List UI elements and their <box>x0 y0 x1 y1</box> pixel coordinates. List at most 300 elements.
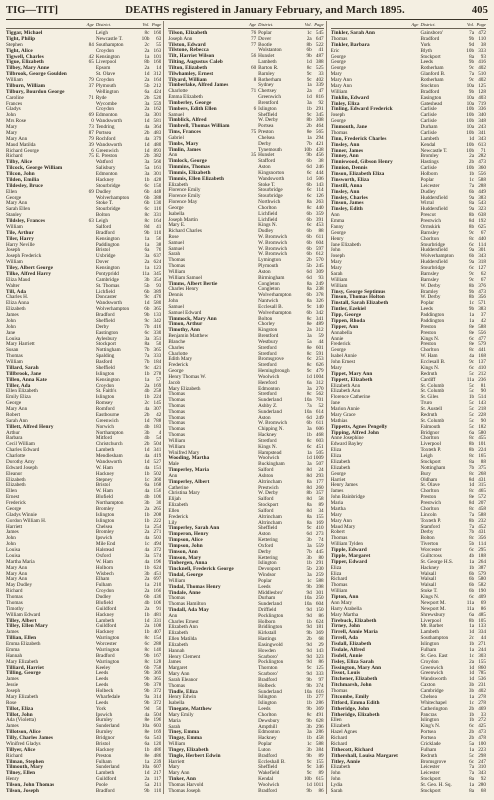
entry-page: 312 <box>315 379 324 386</box>
entry-name: Jane Elizabeth <box>330 241 361 248</box>
entry-volume: 9b <box>144 652 150 659</box>
entry-page: 236 <box>478 376 486 383</box>
entry-page: 407 <box>153 629 162 636</box>
entry-page: 502 <box>153 470 162 477</box>
entry-volume: 5c <box>469 417 475 424</box>
entry-page: 224 <box>478 447 486 453</box>
entry-district: Congleton <box>258 280 280 287</box>
entry-name: Mary <box>330 259 342 265</box>
entry-volume: 9a <box>469 259 475 265</box>
entry-name: James <box>6 723 19 730</box>
entry-name: George <box>330 59 346 66</box>
entry-district: Leeds <box>420 306 433 312</box>
entry-district: Keeley <box>95 664 111 671</box>
entry-volume: 1a <box>306 134 312 141</box>
entry-district: Lambeth <box>95 617 115 624</box>
entry-page: 604 <box>315 601 324 607</box>
entry-volume: 1d <box>144 141 150 148</box>
entry-name: Harry Neville <box>6 241 35 248</box>
entry-volume: 6b <box>306 181 312 188</box>
entry-name: Tintler, Ezekiel <box>330 306 366 312</box>
entry-name: Maria <box>330 500 344 506</box>
entry-volume: 9b <box>306 53 312 60</box>
entry-district: Easingwold <box>258 641 283 648</box>
entry-volume: 1b <box>468 394 475 401</box>
entry-volume: 6c <box>144 182 150 189</box>
entry-name: Tillot, John <box>6 711 33 718</box>
entry-district: Edmonton <box>258 729 280 736</box>
entry-volume: 9b <box>306 717 312 724</box>
entry-name: James <box>330 488 344 495</box>
entry-page: 543 <box>478 200 486 207</box>
entry-district: Chorlton <box>258 204 277 211</box>
entry-page: 607 <box>153 764 162 771</box>
entry-volume: 9b <box>306 706 312 712</box>
entry-district: Croydon <box>95 47 114 54</box>
entry-volume: 9c <box>469 359 475 365</box>
entry-page: 580 <box>478 429 486 436</box>
entry-page: 613 <box>478 141 486 148</box>
entry-page: 343 <box>478 253 486 260</box>
entry-name: Thomas <box>330 688 348 694</box>
entry-age: 75 <box>88 153 94 160</box>
column-heading-age: Age <box>411 22 419 27</box>
entry-volume: 6b <box>306 216 312 223</box>
entry-volume: 2a <box>144 77 150 83</box>
entry-volume: 8d <box>468 476 475 483</box>
column-heading-name <box>168 21 245 28</box>
entry-volume: 8c <box>306 64 312 71</box>
entry-district: Stockport <box>258 502 279 508</box>
entry-district: Sunderland <box>95 764 120 771</box>
entry-page: 116 <box>153 206 162 213</box>
entry-volume: 7a <box>469 523 475 530</box>
entry-name: Gladys <box>6 106 21 113</box>
entry-volume: 8d <box>306 484 312 491</box>
entry-volume: 2b <box>144 411 150 418</box>
entry-page: 106 <box>153 494 162 500</box>
entry-name: Mary Elizabeth <box>6 658 39 665</box>
entry-name: Ada (Violetta) <box>6 717 36 724</box>
entry-district: Lichfield <box>258 210 278 217</box>
entry-name: George <box>6 194 22 201</box>
entry-name: Elizabeth <box>330 458 351 465</box>
entry-volume: 8b <box>306 490 312 497</box>
entry-district: Stretford <box>258 437 277 444</box>
entry-volume: 8d <box>144 223 150 230</box>
entry-volume: 9c <box>469 276 475 283</box>
entry-volume: 2a <box>144 529 150 536</box>
entry-district: Dudley <box>420 188 436 195</box>
entry-page: 310 <box>478 764 486 771</box>
entry-district: Edmonton <box>95 171 118 177</box>
entry-volume: 6b <box>144 200 150 207</box>
entry-page: 105 <box>478 617 486 624</box>
column-heading-name <box>6 21 83 28</box>
entry-name: Male <box>168 461 179 468</box>
entry-volume: 1d <box>468 482 475 489</box>
entry-page: 291 <box>315 105 324 112</box>
entry-name: Charles H. <box>6 294 29 301</box>
entry-volume: 2b <box>468 735 475 741</box>
entry-age: 75 <box>250 129 257 135</box>
entry-volume: 8b <box>468 517 475 524</box>
entry-page: 42 <box>480 317 486 324</box>
entry-page: 384 <box>315 746 324 753</box>
entry-page: 92 <box>318 99 324 106</box>
entry-page: 223 <box>478 746 486 753</box>
entry-volume: 8a <box>469 776 475 782</box>
entry-page: 473 <box>478 729 486 735</box>
entry-name: Tithershall, Louisa Margaret <box>330 752 398 759</box>
entry-page: 244 <box>478 646 486 653</box>
entry-volume: 1c <box>144 541 150 547</box>
entry-district: Burnley <box>95 729 113 735</box>
entry-district: Northwich <box>258 199 281 205</box>
entry-page: 155 <box>315 513 324 520</box>
entry-district: Worcester <box>420 547 442 553</box>
entry-name: Fanny <box>330 223 344 230</box>
entry-district: Romford <box>95 406 115 412</box>
entry-name: Tigwell, Charles <box>6 53 44 60</box>
entry-volume: 8a <box>306 286 312 293</box>
entry-district: Bolton <box>258 315 273 322</box>
entry-district: Aston <box>258 531 271 538</box>
entry-district: Holbeck <box>258 682 276 689</box>
entry-name: Frederick <box>168 362 189 369</box>
entry-name: Tile, Arthur <box>6 229 34 236</box>
entry-volume: 6c <box>469 335 475 342</box>
entry-page: 354 <box>153 276 162 283</box>
entry-name: George <box>6 505 22 512</box>
entry-volume: 8c <box>144 658 150 665</box>
entry-district: Walsall <box>420 570 436 577</box>
entry-name: John <box>6 317 16 324</box>
entry-district: Cardiff <box>420 376 436 383</box>
entry-page: 375 <box>478 464 486 471</box>
entry-name: Maud Matilda <box>6 141 36 148</box>
entry-name: Tilly, Charles James <box>6 735 54 741</box>
entry-volume: 2b <box>468 159 475 166</box>
entry-page: 333 <box>478 47 486 54</box>
entry-district: York <box>95 705 106 712</box>
entry-page: 559 <box>153 100 162 107</box>
entry-volume: 1d <box>306 94 312 100</box>
entry-district: Kingsnorton <box>258 169 285 176</box>
entry-district: Preston <box>420 323 437 330</box>
entry-name: William <box>330 588 348 594</box>
entry-name: Timothy, Ann <box>168 327 200 334</box>
entry-volume: 9b <box>306 630 312 637</box>
entry-name: Emma Elizabeth <box>168 94 203 100</box>
entry-district: W. Derby <box>420 282 441 289</box>
index-entry <box>331 788 486 794</box>
entry-name: Ann <box>168 152 178 159</box>
entry-name: Tiller, Ada <box>6 382 31 389</box>
entry-district: Kings N. <box>420 335 440 342</box>
entry-volume: 7a <box>144 353 150 359</box>
entry-district: Derby <box>420 529 434 536</box>
entry-page: 110 <box>153 787 162 794</box>
entry-name: Tinson, James <box>330 200 364 207</box>
entry-district: Leeds <box>95 699 109 706</box>
entry-volume: 6c <box>469 265 475 271</box>
entry-volume: 1a <box>144 265 150 271</box>
entry-district: Chorlton <box>420 488 439 495</box>
entry-page: 483 <box>153 129 162 136</box>
entry-volume: 9d <box>306 659 312 666</box>
entry-district: Stretford <box>258 344 277 351</box>
entry-page: 425 <box>478 723 486 730</box>
entry-district: Ashby Z. <box>258 403 278 409</box>
entry-volume: 8c <box>144 635 150 641</box>
entry-volume: 9c <box>144 294 150 301</box>
entry-volume: 6c <box>469 594 475 600</box>
entry-district: Chelsea <box>420 693 437 700</box>
entry-name: Titley, Annie <box>330 758 361 765</box>
entry-district: Middlesbro' <box>258 589 284 596</box>
entry-volume: 10b <box>303 776 312 782</box>
entry-volume: 1b <box>306 700 312 707</box>
entry-district: Newport M. <box>420 599 446 606</box>
entry-district: Wisbech <box>95 570 114 577</box>
entry-name: Joseph <box>330 253 345 260</box>
entry-name: Rose <box>6 699 17 706</box>
entry-page: 301 <box>478 247 486 254</box>
entry-page: 44 <box>318 338 324 345</box>
entry-district: Stoke T. <box>95 200 113 207</box>
entry-volume: 1d <box>468 664 475 671</box>
entry-name: Henry <box>6 776 19 782</box>
entry-district: Bromley <box>420 153 439 160</box>
entry-page: 91 <box>156 605 162 612</box>
entry-volume: 8e <box>306 321 312 328</box>
entry-district: Hackney <box>258 735 277 742</box>
entry-district: St. Giles <box>420 394 439 401</box>
entry-name: William <box>168 741 186 747</box>
entry-page: 340 <box>478 112 486 119</box>
entry-volume: 2a <box>306 327 312 334</box>
entry-volume: 2b <box>144 153 150 160</box>
entry-name: John <box>168 298 179 304</box>
entry-district: Walsall <box>420 582 436 589</box>
entry-district: Bromley <box>95 529 114 536</box>
entry-name: Eliza <box>330 453 342 459</box>
entry-volume: 9b <box>144 699 150 706</box>
entry-page: 143 <box>478 400 486 406</box>
entry-name: Tindle, Eliza <box>168 688 198 695</box>
entry-district: Eccleshall B. <box>258 758 286 765</box>
entry-district: W. Bromwich <box>258 245 288 252</box>
entry-name: Tinsley, Edith <box>330 206 363 213</box>
entry-volume: 4a <box>144 453 150 459</box>
running-head-left: TIG—TIT] <box>6 5 59 16</box>
entry-page: 130 <box>153 200 162 207</box>
entry-volume: 10a <box>304 595 312 602</box>
entry-volume: 6b <box>468 588 475 594</box>
entry-volume: 1b <box>468 711 475 718</box>
entry-district: Falmouth <box>420 423 441 430</box>
entry-volume: 4b <box>144 423 150 430</box>
entry-page: 336 <box>478 106 486 113</box>
entry-district: Ryde <box>95 94 107 101</box>
entry-page: 271 <box>153 529 162 536</box>
entry-page: 101 <box>153 53 162 60</box>
entry-volume: 4b <box>144 435 150 442</box>
entry-name: Frances <box>6 100 23 107</box>
entry-name: Joseph Ann <box>168 35 193 42</box>
entry-page: 167 <box>153 652 162 659</box>
entry-page: 522 <box>315 41 324 48</box>
entry-volume: 6b <box>306 245 312 252</box>
entry-volume: 4b <box>468 552 475 559</box>
entry-district: Wolverhampton <box>258 309 292 316</box>
entry-page: 212 <box>153 82 162 89</box>
entry-name: Tissot, Louis <box>330 670 361 677</box>
entry-volume: 10a <box>466 100 475 107</box>
entry-district: Greenwich <box>95 147 119 154</box>
entry-name: James <box>6 676 19 683</box>
entry-district: Wolverhampton <box>95 194 130 201</box>
entry-district: Wolverhampton <box>95 306 130 312</box>
entry-name: John <box>6 112 16 119</box>
entry-district: Bromsgrove <box>258 356 284 363</box>
entry-district: Woolwich <box>258 373 280 380</box>
entry-volume: 8e <box>469 329 475 336</box>
entry-district: Stourbridge <box>420 265 445 271</box>
entry-volume: 1a <box>469 312 475 318</box>
entry-page: 228 <box>478 411 486 418</box>
entry-name: Robert <box>330 529 345 536</box>
entry-name: Eliza Anna <box>6 300 29 307</box>
entry-page: 301 <box>315 589 324 596</box>
entry-volume: 6b <box>306 420 312 427</box>
entry-page: 614 <box>315 408 324 415</box>
entry-name: Tipp, George <box>330 312 362 318</box>
entry-volume: 10a <box>304 408 312 415</box>
entry-district: Lambeth <box>95 447 115 453</box>
entry-page: 588 <box>478 323 486 330</box>
entry-district: W. Ham <box>95 558 113 565</box>
entry-name: Tisley, Eliza Sarah <box>330 658 374 665</box>
entry-name: Tilyard, William <box>168 76 207 83</box>
entry-name: Tippen, Rhoda <box>330 317 366 324</box>
entry-page: 278 <box>153 370 162 377</box>
entry-volume: 9b <box>144 787 150 794</box>
entry-district: Stourbridge <box>95 206 121 213</box>
entry-volume: 1a <box>144 241 150 248</box>
entry-page: 59 <box>318 333 324 339</box>
entry-name: James <box>6 629 19 636</box>
entry-district: Bridgnor <box>420 429 440 436</box>
entry-district: Ecclesall B. <box>420 359 446 365</box>
entry-volume: 3a <box>144 335 150 342</box>
entry-district: Dover <box>258 35 272 42</box>
entry-volume: 5c <box>469 400 475 406</box>
entry-name: Thomas <box>168 403 186 409</box>
entry-district: Guiltcross <box>420 552 442 559</box>
entry-volume: 5b <box>306 263 312 269</box>
entry-volume: 3b <box>144 500 150 506</box>
entry-volume: 1b <box>306 735 312 742</box>
entry-page: 416 <box>478 59 486 66</box>
entry-name: Mary <box>330 364 342 371</box>
entry-page: 389 <box>153 288 162 295</box>
entry-page: 440 <box>315 204 324 211</box>
entry-district: Mile End <box>95 541 116 547</box>
entry-name: Harriett <box>6 523 23 530</box>
column-heading-page: Page <box>151 22 162 27</box>
entry-name: Tissington, Mary Ann <box>330 664 382 671</box>
entry-volume: 8e <box>144 729 150 735</box>
entry-name: William <box>330 88 348 95</box>
entry-district: Islington <box>95 370 115 377</box>
entry-page: 151 <box>153 464 162 471</box>
entry-volume: 8b <box>306 41 312 48</box>
entry-name: Thomas <box>168 595 186 602</box>
entry-name: Tilley, Albert <box>6 617 37 624</box>
entry-district: Poplar <box>258 577 272 584</box>
entry-district: Cambridge <box>95 276 119 283</box>
entry-volume: 6c <box>306 193 312 200</box>
index-column-1 <box>6 21 164 794</box>
entry-district: Wandsworth <box>95 458 122 465</box>
entry-page: 140 <box>315 303 324 310</box>
entry-volume: 9d <box>306 612 312 619</box>
entry-district: Wolverhampton <box>420 253 454 260</box>
entry-page: 41 <box>318 47 324 54</box>
entry-volume: 6c <box>306 443 312 450</box>
entry-page: 588 <box>478 176 486 183</box>
entry-district: Fulham <box>95 582 112 589</box>
entry-volume: 8b <box>144 59 150 66</box>
entry-page: 624 <box>315 618 324 625</box>
entry-volume: 7a <box>306 403 312 409</box>
entry-district: Newport M. <box>420 605 446 612</box>
entry-district: Stepney <box>95 476 113 483</box>
entry-page: 150 <box>153 182 162 189</box>
entry-page: 536 <box>478 676 486 683</box>
entry-page: 286 <box>315 700 324 707</box>
entry-volume: 5b <box>144 282 150 289</box>
entry-district: Hastings <box>258 636 277 642</box>
entry-name: Mary <box>330 71 342 77</box>
entry-name: Timlin, James <box>168 146 201 153</box>
entry-district: Barnley <box>258 70 275 77</box>
entry-name: Frederick <box>330 341 351 348</box>
entry-district: Bolton <box>95 212 110 218</box>
entry-district: Ormskirk <box>420 223 441 230</box>
entry-volume: 6b <box>306 251 312 258</box>
entry-page: 487 <box>315 53 324 60</box>
entry-page: 140 <box>153 646 162 653</box>
entry-district: Ampthill <box>258 723 277 730</box>
entry-name: Caroline <box>6 94 24 101</box>
entry-page: 788 <box>153 417 162 424</box>
entry-page: 341 <box>315 315 324 322</box>
entry-page: 207 <box>478 500 486 506</box>
entry-page: 333 <box>315 671 324 677</box>
entry-name: Tisdall, Elizabeth <box>330 641 372 647</box>
entry-district: Sydney <box>258 82 274 89</box>
entry-name: Titchmarsh, John <box>330 682 372 688</box>
entry-name: Edward Joseph <box>6 464 38 471</box>
entry-page: 286 <box>315 729 324 736</box>
entry-volume: 6a <box>144 482 150 489</box>
entry-page: 160 <box>153 30 162 36</box>
entry-volume: 3a <box>144 100 150 107</box>
entry-name: Thomas Harvold <box>168 781 204 788</box>
